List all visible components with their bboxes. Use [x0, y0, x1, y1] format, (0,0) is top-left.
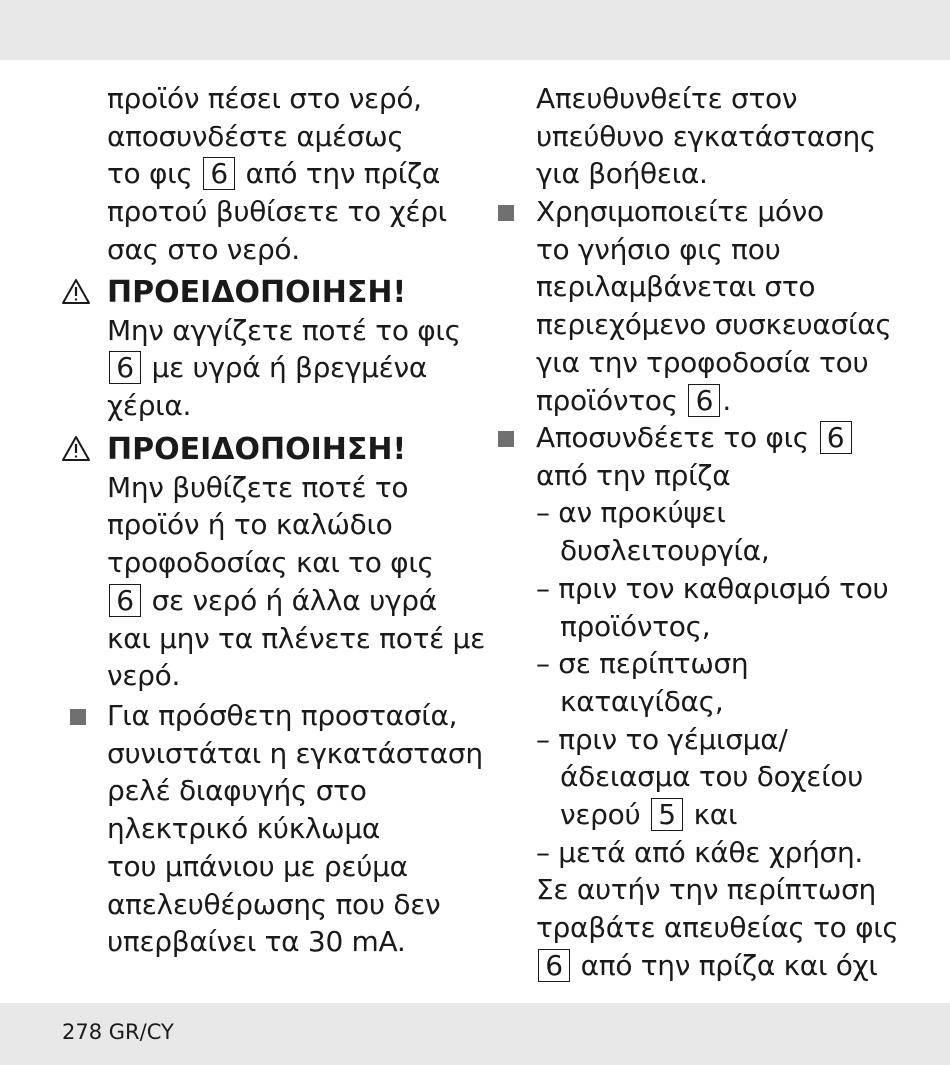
text-line: το γνήσιο φις που [536, 232, 781, 266]
warning-triangle-icon [61, 278, 91, 305]
text-line: αποσυνδέστε αμέσως [107, 119, 404, 153]
text-line: 6 σε νερό ή άλλα υγρά [107, 582, 437, 619]
text-line: τροφοδοσίας και το φις [107, 546, 434, 580]
text-line: περιεχόμενο συσκευασίας [536, 308, 892, 342]
page-number: 278 GR/CY [62, 1020, 174, 1044]
text-line: Σε αυτήν την περίπτωση [536, 873, 876, 907]
text-line: απελευθέρωσης που δεν [107, 887, 441, 921]
text-line: προϊόν πέσει στο νερό, [107, 82, 422, 115]
text-line: σας στο νερό. [107, 232, 300, 266]
text-line: Για πρόσθετη προστασία, [107, 699, 458, 732]
text-line: το φις 6 από την πρίζα [107, 157, 441, 191]
text-line: και μην τα πλένετε ποτέ με [107, 621, 485, 655]
part-reference-number: 5 [651, 798, 683, 831]
text-line: του μπάνιου με ρεύμα [107, 849, 408, 883]
text-line: 6 με υγρά ή βρεγμένα [107, 349, 427, 386]
text-line: – αν προκύψει [536, 496, 726, 530]
text-line: προϊόν ή το καλώδιο [107, 508, 393, 542]
text-line: Μην αγγίζετε ποτέ το φις [107, 313, 461, 347]
bullet-square-icon [498, 205, 514, 221]
text-line: υπερβαίνει τα 30 mA. [107, 925, 406, 959]
text-line: από την πρίζα [536, 458, 731, 492]
text-line: προϊόντος, [560, 609, 711, 643]
text-line: – πριν το γέμισμα/ [536, 722, 788, 756]
part-reference-number: 6 [203, 157, 235, 190]
part-reference-number: 6 [109, 351, 141, 384]
text-line: νερού 5 και [560, 798, 738, 831]
text-line: καταιγίδας, [560, 684, 724, 718]
part-reference-number: 6 [688, 384, 720, 417]
text-line: Χρησιμοποιείτε μόνο [536, 195, 824, 228]
text-line: για βοήθεια. [536, 157, 708, 191]
text-line: για την τροφοδοσία του [536, 345, 869, 379]
part-reference-number: 6 [538, 949, 570, 982]
part-reference-number: 6 [820, 421, 852, 454]
warning-triangle-icon [61, 435, 91, 462]
text-line: χέρια. [107, 389, 192, 423]
text-line: δυσλειτουργία, [560, 534, 770, 568]
text-line: ρελέ διαφυγής στο [107, 774, 367, 808]
text-line: Αποσυνδέετε το φις 6 [536, 419, 854, 456]
text-line: 6 από την πρίζα και όχι [536, 947, 878, 984]
text-line: προϊόντος 6 . [536, 383, 731, 417]
text-line: προτού βυθίσετε το χέρι [107, 195, 447, 229]
text-line: περιλαμβάνεται στο [536, 270, 816, 304]
text-line: Απευθυνθείτε στον [536, 82, 798, 115]
top-band [0, 0, 950, 60]
text-line: – πριν τον καθαρισμό του [536, 571, 889, 605]
text-line: τραβάτε απευθείας το φις [536, 911, 899, 945]
bullet-square-icon [498, 431, 514, 447]
text-line: Μην βυθίζετε ποτέ το [107, 470, 409, 504]
warning-title: ΠΡΟΕΙΔΟΠΟΙΗΣΗ! [107, 275, 407, 310]
text-line: νερό. [107, 659, 181, 693]
text-line: συνιστάται η εγκατάσταση [107, 736, 483, 770]
bullet-square-icon [70, 709, 86, 725]
warning-title: ΠΡΟΕΙΔΟΠΟΙΗΣΗ! [107, 432, 407, 467]
text-line: ηλεκτρικό κύκλωμα [107, 812, 380, 846]
part-reference-number: 6 [109, 584, 141, 617]
text-line: – σε περίπτωση [536, 647, 749, 681]
text-line: – μετά από κάθε χρήση. [536, 835, 864, 869]
text-line: άδειασμα του δοχείου [560, 760, 864, 794]
text-line: υπεύθυνο εγκατάστασης [536, 119, 877, 153]
